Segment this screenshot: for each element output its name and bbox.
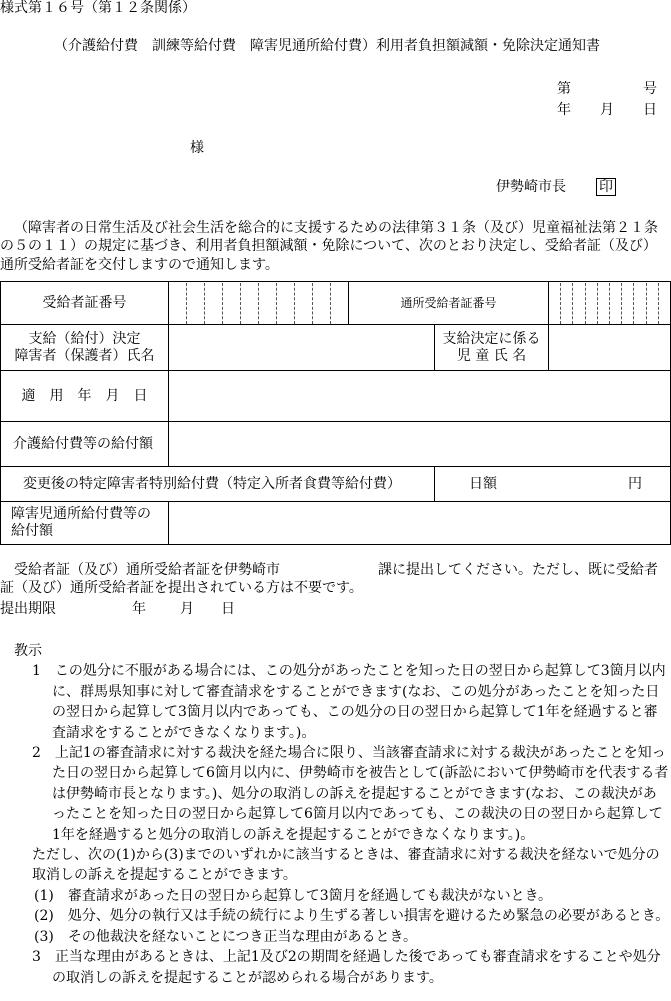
care-amount-value[interactable] [169, 422, 671, 467]
daily-amount-cell[interactable] [435, 467, 671, 502]
form-number: 様式第１６号（第１２条関係） [0, 0, 196, 16]
daycare-cert-label: 通所受給者証番号 [349, 282, 549, 325]
notice-sub-1: (1) 審査請求があった日の翌日から起算して3箇月を経過しても裁決がないとき。 [34, 887, 553, 904]
child-name-value[interactable] [549, 325, 671, 371]
decision-table [0, 281, 671, 545]
recipient-cert-label: 受給者証番号 [1, 282, 169, 325]
notice-heading: 教示 [14, 643, 42, 659]
number-label-right: 号 [643, 81, 657, 97]
notice-item-1: 1 この処分に不服がある場合には、この処分があったことを知った日の翌日から起算して3箇月以内に、群馬県知事に対して審査請求をすることができます(なお、この処分があったことを知った日の翌日から起算して3箇月以内であっても、この処分の日の翌日から起算して1年を経過すると審査請求をすることができなくなります。)。 [32, 663, 666, 741]
yen-label: 円 [628, 475, 643, 492]
notice-item-2: 2 上記1の審査請求に対する裁決を経た場合に限り、当該審査請求に対する裁決があったことを知った日の翌日から起算して6箇月以内に、伊勢崎市を被告として(訴訟において伊勢崎市を代表する者は伊勢崎市長となります。)、処分の取消しの訴えを提起することができます(なお、この裁決があったことを知った日の翌日から起算して6箇月以内であっても、この裁決の日の翌日から起算して1年を経過すると処分の取消しの訴えを提起することができなくなります。)。 [32, 745, 669, 843]
number-label-left: 第 [557, 81, 571, 97]
daycare-cert-digits[interactable] [549, 282, 671, 325]
submit-paragraph: 受給者証（及び）通所受給者証を伊勢崎市 課に提出してください。ただし、既に受給者証（及び）通所受給者証を提出されている方は不要です。 [0, 562, 658, 597]
deadline-label: 提出期限 [0, 601, 56, 617]
recipient-cert-digits[interactable] [169, 282, 349, 325]
intro-paragraph: （障害者の日常生活及び社会生活を総合的に支援するための法律第３１条（及び）児童福祉法第２１条の５の１１）の規定に基づき、利用者負担額減額・免除について、次のとおり決定し、受給者証（及び）通所受給者証を交付しますので通知します。 [0, 220, 658, 273]
issuer-name: 伊勢崎市長 [496, 179, 566, 195]
document-title: （介護給付費 訓練等給付費 障害児通所給付費）利用者負担額減額・免除決定通知書 [54, 38, 600, 54]
deadline-day: 日 [221, 601, 235, 617]
date-year: 年 [557, 102, 571, 118]
notice-sub-3: (3) その他裁決を経ないことにつき正当な理由があるとき。 [34, 928, 417, 945]
child-daycare-label: 障害児通所給付費等の 給付額 [1, 502, 169, 545]
care-amount-label: 介護給付費等の給付額 [1, 422, 169, 467]
payee-name-label: 支給（給付）決定 障害者（保護者）氏名 [1, 325, 169, 371]
recipient-suffix: 様 [190, 140, 204, 156]
notice-section [0, 641, 670, 988]
date-month: 月 [600, 102, 614, 118]
notice-item-2-cont: ただし、次の(1)から(3)までのいずれかに該当するときは、審査請求に対する裁決を経ないで処分の取消しの訴えを提起することができます。 [32, 847, 660, 884]
daily-amount-label: 日額 [469, 475, 497, 492]
payee-name-value[interactable] [169, 325, 435, 371]
deadline-month: 月 [180, 601, 194, 617]
child-name-label: 支給決定に係る 児 童 氏 名 [435, 325, 549, 371]
apply-date-label: 適 用 年 月 日 [1, 371, 169, 422]
notice-sub-2: (2) 処分、処分の執行又は手続の続行により生ずる著しい損害を避けるため緊急の必要があるとき。 [34, 908, 670, 925]
seal-mark: 印 [596, 178, 616, 196]
apply-date-value[interactable] [169, 371, 671, 422]
date-day: 日 [643, 102, 657, 118]
child-daycare-value[interactable] [169, 502, 671, 545]
special-benefit-label: 変更後の特定障害者特別給付費（特定入所者食費等給付費） [1, 467, 435, 502]
notice-item-3: 3 正当な理由があるときは、上記1及び2の期間を経過した後であっても審査請求をすることや処分の取消しの訴えを提起することが認められる場合があります。 [32, 949, 661, 986]
deadline-year: 年 [132, 601, 146, 617]
